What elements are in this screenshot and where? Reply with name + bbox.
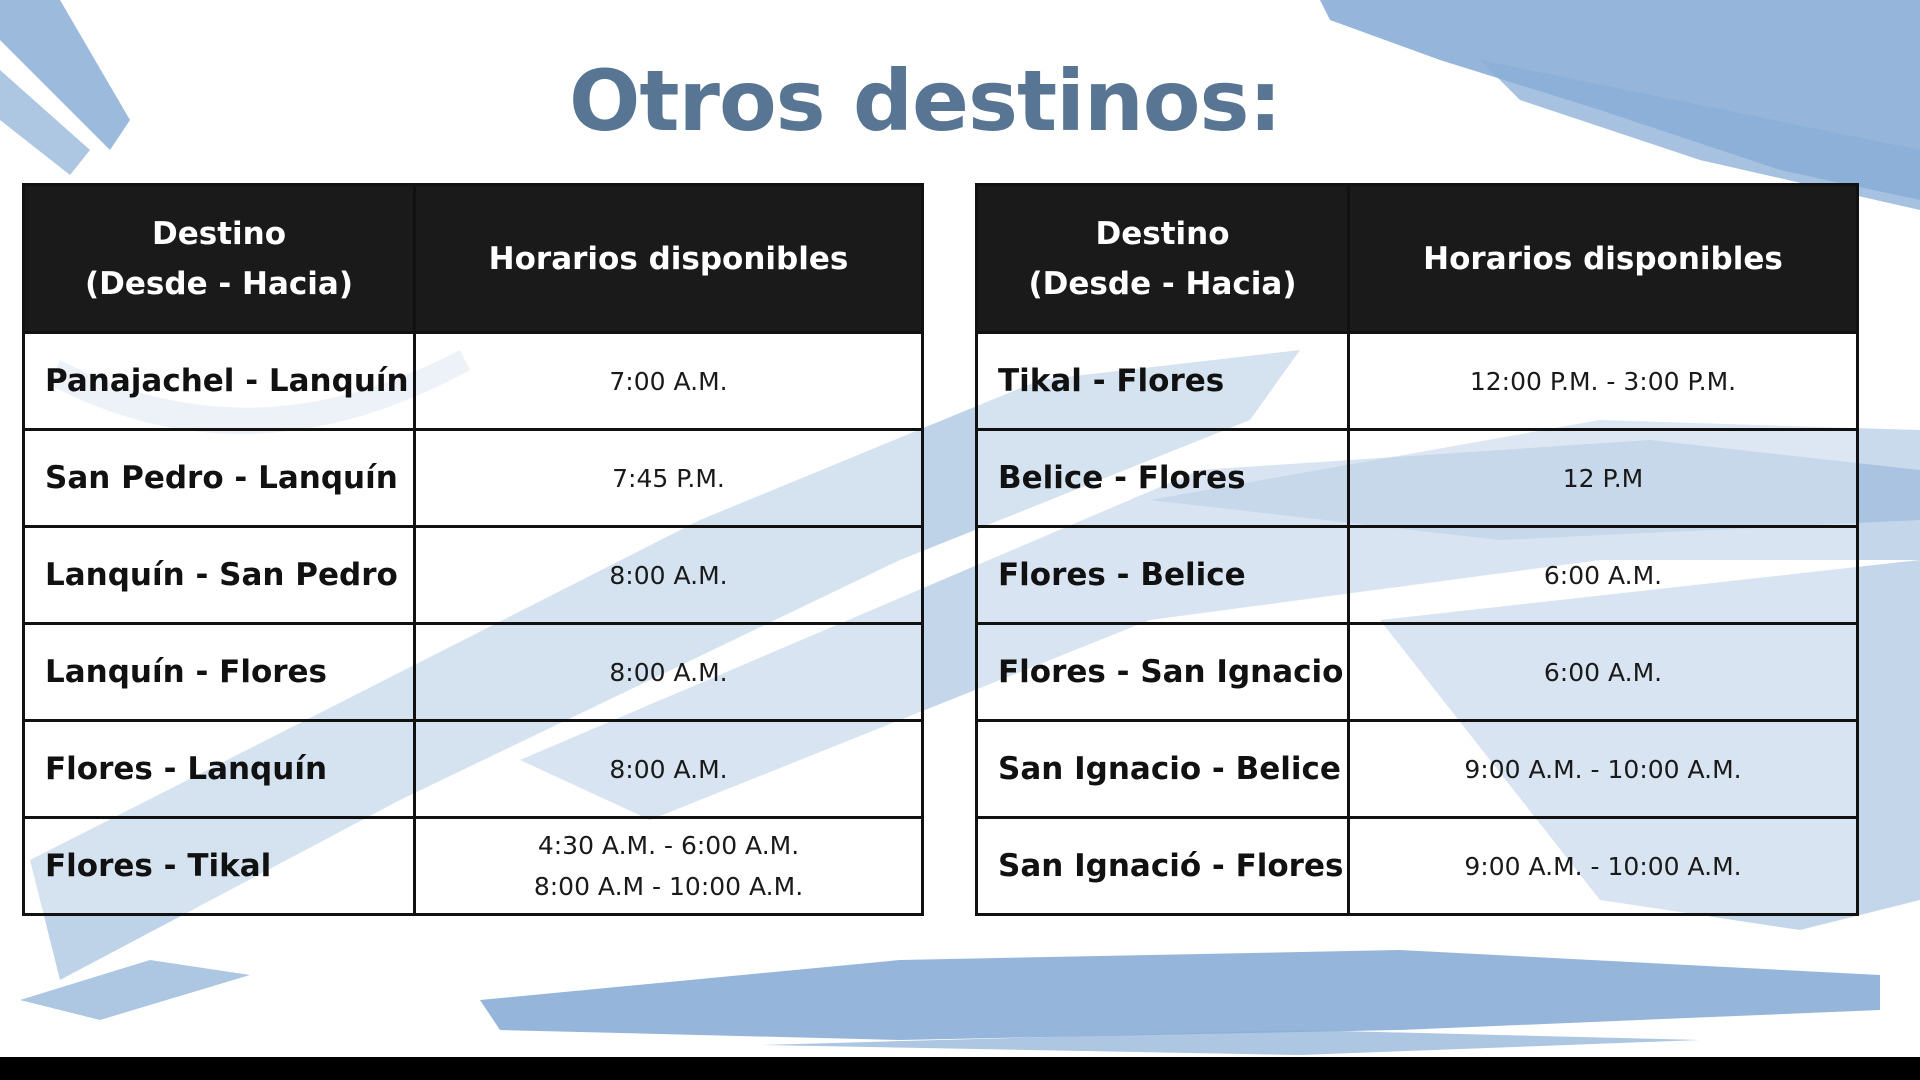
table-row <box>977 333 1858 430</box>
route-cell: Belice - Flores <box>977 430 1349 527</box>
route-cell: Lanquín - San Pedro <box>24 527 415 624</box>
table-row <box>24 527 923 624</box>
route-cell: Panajachel - Lanquín <box>24 333 415 430</box>
route-cell: Flores - Tikal <box>24 818 415 915</box>
route-cell: Flores - Belice <box>977 527 1349 624</box>
times-cell: 8:00 A.M. <box>415 527 923 624</box>
table-row <box>977 430 1858 527</box>
table-row <box>24 721 923 818</box>
table-header-row <box>24 185 923 333</box>
times-cell: 7:00 A.M. <box>415 333 923 430</box>
table-row <box>24 818 923 915</box>
header-destination: Destino (Desde - Hacia) <box>24 185 415 333</box>
table-row <box>977 818 1858 915</box>
page-title: Otros destinos: <box>568 52 1282 150</box>
header-times: Horarios disponibles <box>1349 185 1858 333</box>
header-times: Horarios disponibles <box>415 185 923 333</box>
route-cell: Tikal - Flores <box>977 333 1349 430</box>
times-cell: 8:00 A.M. <box>415 721 923 818</box>
times-cell: 6:00 A.M. <box>1349 624 1858 721</box>
schedule-table-right <box>975 183 1859 916</box>
times-cell: 9:00 A.M. - 10:00 A.M. <box>1349 721 1858 818</box>
table-row <box>24 624 923 721</box>
route-cell: Flores - San Ignacio <box>977 624 1349 721</box>
table-row <box>977 721 1858 818</box>
route-cell: San Pedro - Lanquín <box>24 430 415 527</box>
times-cell: 12 P.M <box>1349 430 1858 527</box>
route-cell: Flores - Lanquín <box>24 721 415 818</box>
table-row <box>24 430 923 527</box>
header-destination: Destino (Desde - Hacia) <box>977 185 1349 333</box>
table-header-row <box>977 185 1858 333</box>
schedule-table-left <box>22 183 924 916</box>
times-cell: 4:30 A.M. - 6:00 A.M. 8:00 A.M - 10:00 A.M. <box>415 818 923 915</box>
route-cell: San Ignació - Flores <box>977 818 1349 915</box>
times-cell: 8:00 A.M. <box>415 624 923 721</box>
table-row <box>977 624 1858 721</box>
bottom-black-bar <box>0 1057 1920 1080</box>
table-row <box>977 527 1858 624</box>
times-cell: 7:45 P.M. <box>415 430 923 527</box>
times-cell: 6:00 A.M. <box>1349 527 1858 624</box>
times-cell: 12:00 P.M. - 3:00 P.M. <box>1349 333 1858 430</box>
times-cell: 9:00 A.M. - 10:00 A.M. <box>1349 818 1858 915</box>
route-cell: Lanquín - Flores <box>24 624 415 721</box>
table-row <box>24 333 923 430</box>
route-cell: San Ignacio - Belice <box>977 721 1349 818</box>
